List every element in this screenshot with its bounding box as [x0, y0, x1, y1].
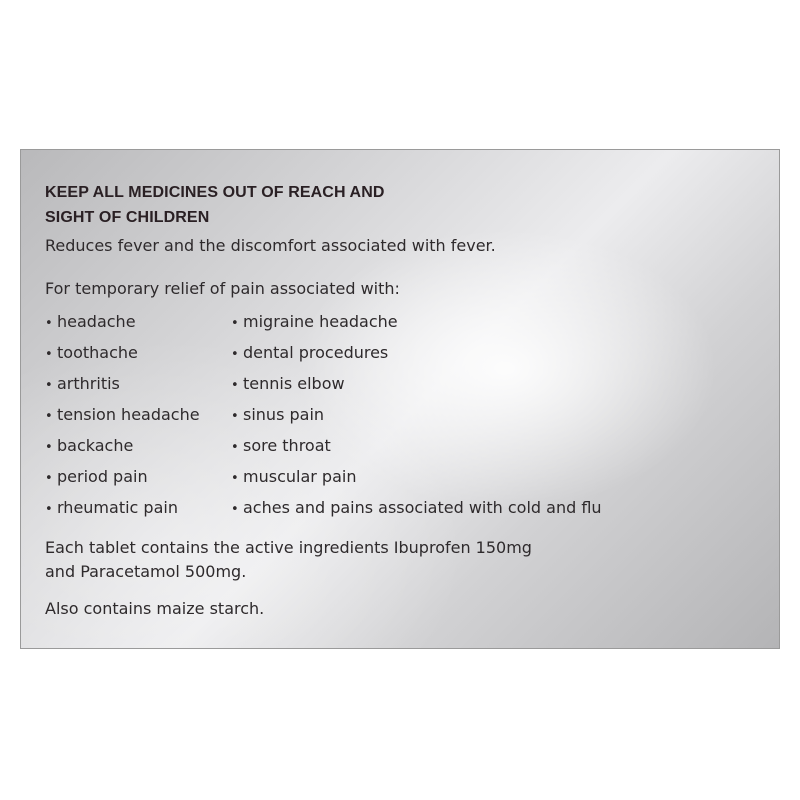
bullet-icon: • — [45, 440, 53, 455]
bullet-icon: • — [231, 316, 239, 331]
bullet-icon: • — [231, 440, 239, 455]
ingredients-line-2: and Paracetamol 500mg. — [45, 562, 247, 581]
bullet-icon: • — [231, 347, 239, 362]
list-item — [231, 461, 602, 492]
condition-label: tennis elbow — [243, 374, 345, 393]
list-item — [231, 337, 602, 368]
list-item — [45, 337, 200, 368]
bullet-icon: • — [231, 471, 239, 486]
bullet-icon: • — [231, 502, 239, 517]
condition-label: rheumatic pain — [57, 498, 178, 517]
list-item — [45, 492, 200, 523]
warning-heading-line-1: KEEP ALL MEDICINES OUT OF REACH AND — [45, 184, 385, 201]
list-item — [231, 430, 602, 461]
also-contains-statement: Also contains maize starch. — [45, 599, 265, 618]
relief-intro: For temporary relief of pain associated with: — [45, 279, 400, 298]
condition-label: backache — [57, 436, 134, 455]
silver-label-panel — [20, 149, 780, 649]
ingredients-statement — [45, 536, 532, 584]
conditions-list-left — [45, 306, 200, 523]
list-item — [231, 306, 602, 337]
bullet-icon: • — [45, 502, 53, 517]
list-item — [45, 461, 200, 492]
condition-label: period pain — [57, 467, 148, 486]
list-item — [45, 430, 200, 461]
condition-label: arthritis — [57, 374, 120, 393]
bullet-icon: • — [45, 347, 53, 362]
list-item — [45, 306, 200, 337]
condition-label: migraine headache — [243, 312, 398, 331]
condition-label: tension headache — [57, 405, 200, 424]
condition-label: toothache — [57, 343, 138, 362]
condition-label: headache — [57, 312, 136, 331]
list-item — [231, 368, 602, 399]
condition-label: aches and pains associated with cold and flu — [243, 498, 602, 517]
warning-heading-line-2: SIGHT OF CHILDREN — [45, 209, 210, 226]
condition-label: sinus pain — [243, 405, 325, 424]
bullet-icon: • — [45, 316, 53, 331]
bullet-icon: • — [231, 378, 239, 393]
bullet-icon: • — [45, 471, 53, 486]
fever-statement: Reduces fever and the discomfort associated with fever. — [45, 236, 496, 255]
bullet-icon: • — [45, 378, 53, 393]
warning-heading — [45, 180, 385, 230]
conditions-list-right — [231, 306, 602, 523]
list-item — [231, 492, 602, 523]
list-item — [45, 368, 200, 399]
list-item — [231, 399, 602, 430]
bullet-icon: • — [45, 409, 53, 424]
bullet-icon: • — [231, 409, 239, 424]
condition-label: muscular pain — [243, 467, 357, 486]
list-item — [45, 399, 200, 430]
condition-label: sore throat — [243, 436, 331, 455]
condition-label: dental procedures — [243, 343, 389, 362]
ingredients-line-1: Each tablet contains the active ingredients Ibuprofen 150mg — [45, 538, 532, 557]
